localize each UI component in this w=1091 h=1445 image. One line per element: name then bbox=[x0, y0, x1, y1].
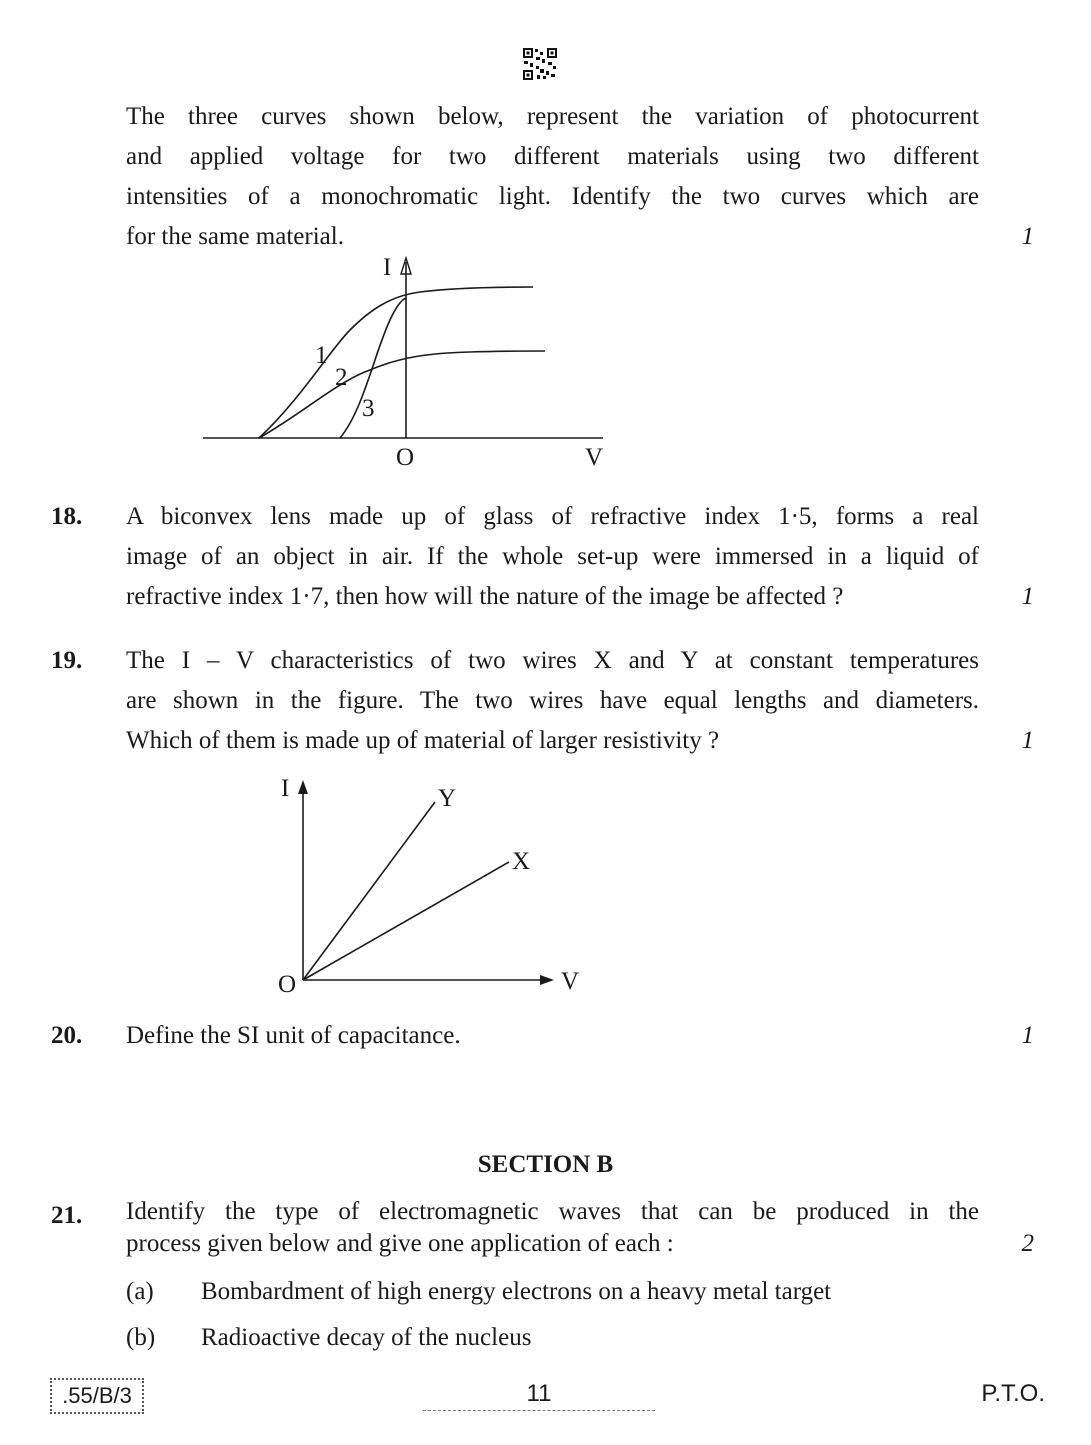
line-label-x: X bbox=[512, 848, 531, 875]
q19-text bbox=[126, 641, 979, 761]
q21-line: process given below and give one application of each : bbox=[126, 1230, 674, 1257]
q20-line: Define the SI unit of capacitance. bbox=[126, 1022, 461, 1049]
q20-marks: 1 bbox=[1021, 1022, 1034, 1049]
q21-marks: 2 bbox=[1021, 1230, 1034, 1257]
q18-text bbox=[126, 497, 979, 617]
q20-number: 20. bbox=[51, 1022, 83, 1049]
q18-line: A biconvex lens made up of glass of refractive index 1·5, forms a real bbox=[126, 503, 979, 530]
q21-number: 21. bbox=[51, 1202, 83, 1229]
q21-line: Identify the type of electromagnetic waves that can be produced in the bbox=[126, 1198, 979, 1225]
curve-label-2: 2 bbox=[335, 364, 348, 391]
line-x bbox=[303, 862, 509, 980]
q21-item-a-text: Bombardment of high energy electrons on a heavy metal target bbox=[201, 1278, 832, 1305]
section-heading: SECTION B bbox=[477, 1151, 614, 1178]
q21-text bbox=[126, 1196, 979, 1260]
y-axis-label: I bbox=[281, 775, 290, 802]
x-axis-arrow bbox=[540, 975, 554, 985]
q19-line: are shown in the figure. The two wires have equal lengths and diameters. bbox=[126, 687, 979, 714]
q20-text bbox=[126, 1016, 979, 1056]
line-y bbox=[303, 802, 435, 980]
please-turn-over: P.T.O. bbox=[981, 1380, 1045, 1407]
x-axis-label: V bbox=[585, 444, 604, 471]
q17-line: intensities of a monochromatic light. Identify the two curves which are bbox=[126, 183, 979, 210]
curve-label-3: 3 bbox=[362, 395, 375, 422]
q18-number: 18. bbox=[51, 503, 83, 530]
origin-label: O bbox=[396, 444, 415, 471]
q17-marks: 1 bbox=[1021, 223, 1034, 250]
q17-line: The three curves shown below, represent the variation of photocurrent bbox=[126, 103, 979, 130]
q21-item-b-text: Radioactive decay of the nucleus bbox=[201, 1324, 532, 1351]
q17-line: for the same material. bbox=[126, 223, 344, 250]
q18-line: image of an object in air. If the whole set-up were immersed in a liquid of bbox=[126, 543, 979, 570]
q19-line: The I – V characteristics of two wires X and Y at constant temperatures bbox=[126, 647, 979, 674]
q18-marks: 1 bbox=[1021, 583, 1034, 610]
q17-figure bbox=[0, 0, 1091, 490]
x-axis-label: V bbox=[561, 968, 580, 995]
curve-2 bbox=[259, 351, 545, 438]
q19-figure bbox=[0, 760, 1091, 1010]
q18-line: refractive index 1·7, then how will the nature of the image be affected ? bbox=[126, 583, 844, 610]
q19-number: 19. bbox=[51, 647, 83, 674]
q17-line: and applied voltage for two different materials using two different bbox=[126, 143, 979, 170]
line-label-y: Y bbox=[438, 785, 457, 812]
paper-code: .55/B/3 bbox=[50, 1378, 144, 1414]
q21-item-b-label: (b) bbox=[126, 1324, 156, 1351]
curve-label-1: 1 bbox=[315, 342, 328, 369]
q21-item-a-label: (a) bbox=[126, 1278, 154, 1305]
q19-line: Which of them is made up of material of larger resistivity ? bbox=[126, 727, 720, 754]
page-number: 11 bbox=[423, 1378, 655, 1411]
y-axis-arrow bbox=[298, 780, 308, 794]
origin-label: O bbox=[278, 971, 297, 998]
y-axis-label: I bbox=[383, 254, 392, 281]
q19-marks: 1 bbox=[1021, 727, 1034, 754]
